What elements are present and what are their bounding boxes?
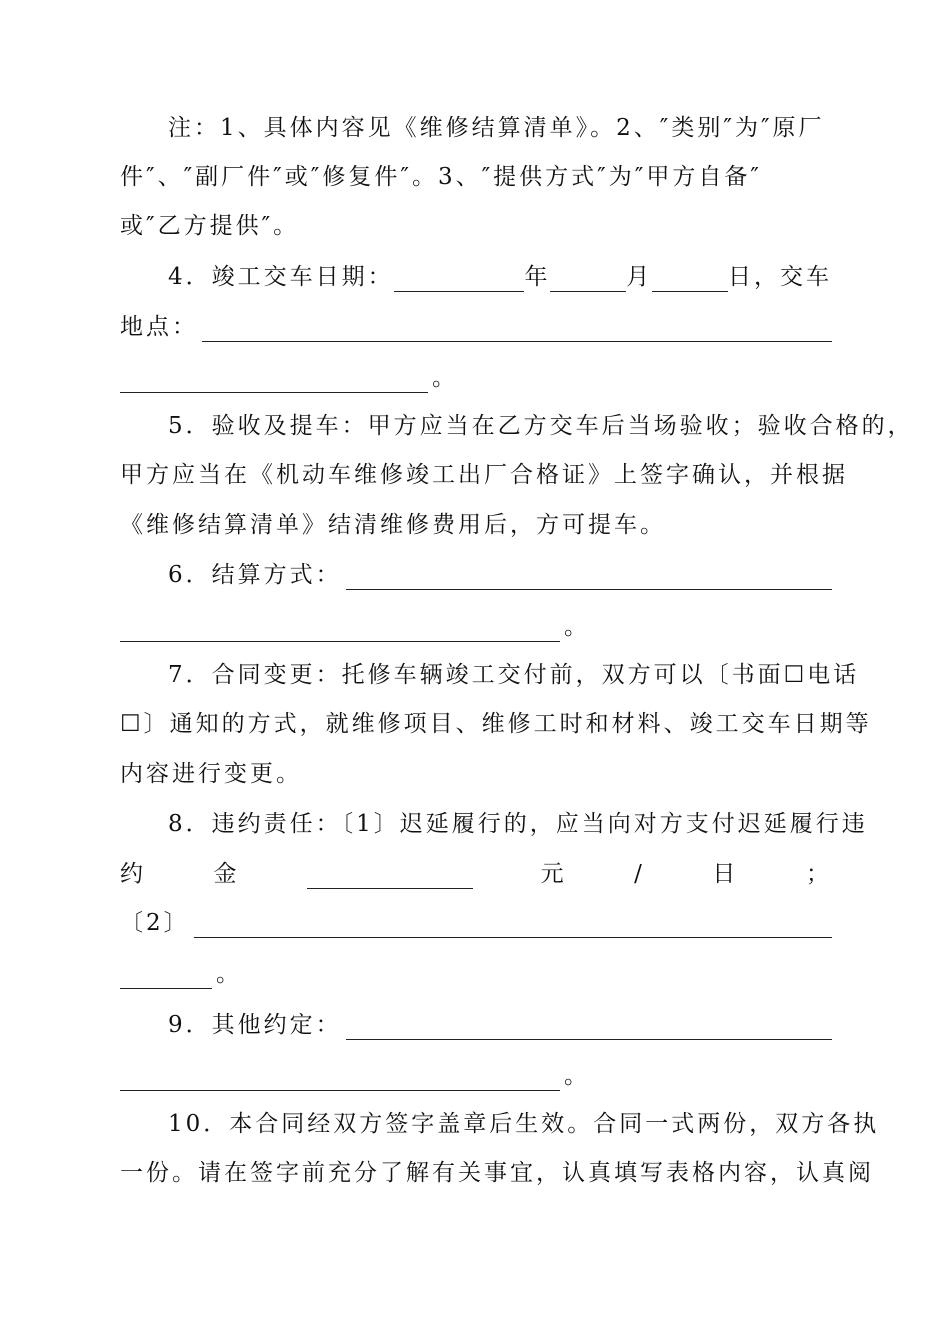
- item8-line-2: [120, 859, 832, 889]
- day-label: 日，交车: [728, 264, 833, 290]
- place-blank[interactable]: [202, 317, 832, 342]
- yuan-char: 元: [540, 861, 567, 887]
- place-label: 地点：: [120, 314, 198, 340]
- item5-line-1: 5．验收及提车：甲方应当在乙方交车后当场验收；验收合格的，: [168, 413, 914, 439]
- liability-blank[interactable]: [194, 913, 832, 938]
- liability-blank-2[interactable]: [120, 966, 212, 989]
- item6-line: [168, 560, 832, 590]
- item4-label: 4．竣工交车日期：: [168, 264, 394, 290]
- item8-line-3: [120, 908, 832, 938]
- item7-line-2: ☐〕通知的方式，就维修项目、维修工时和材料、竣工交车日期等: [120, 711, 872, 737]
- item5-line-3: 《维修结算清单》结清维修费用后，方可提车。: [120, 512, 666, 538]
- month-blank[interactable]: [550, 269, 626, 292]
- other-terms-blank[interactable]: [346, 1015, 832, 1040]
- item4-end: 。: [432, 365, 458, 391]
- note-line-2: 件″、″副厂件″或″修复件″。3、″提供方式″为″甲方自备″: [120, 164, 762, 190]
- item4-date-line: [168, 262, 832, 292]
- jin-char: 金: [213, 861, 240, 887]
- month-label: 月: [626, 264, 653, 290]
- year-label: 年: [524, 264, 551, 290]
- item9-line: [168, 1010, 832, 1040]
- item9-label: 9．其他约定：: [168, 1012, 342, 1038]
- slash-char: /: [634, 861, 645, 887]
- item5-line-2: 甲方应当在《机动车维修竣工出厂合格证》上签字确认，并根据: [120, 462, 848, 488]
- day-blank[interactable]: [652, 269, 728, 292]
- item7-line-1: 7．合同变更：托修车辆竣工交付前，双方可以〔书面☐电话: [168, 662, 860, 688]
- item4-place-line-2: [120, 363, 832, 393]
- item9-end: 。: [564, 1063, 590, 1089]
- place-blank-2[interactable]: [120, 370, 428, 393]
- item7-line-3: 内容进行变更。: [120, 761, 302, 787]
- yue-char: 约: [120, 861, 146, 887]
- note-line-1: 注：1、具体内容见《维修结算清单》。2、″类别″为″原厂: [168, 115, 825, 141]
- item10-line-1: 10．本合同经双方签字盖章后生效。合同一式两份，双方各执: [168, 1111, 880, 1137]
- item6-line-2: [120, 612, 832, 642]
- payment-method-blank[interactable]: [346, 565, 832, 590]
- semicolon-char: ；: [805, 861, 832, 887]
- item10-line-2: 一份。请在签字前充分了解有关事宜，认真填写表格内容，认真阅: [120, 1160, 874, 1186]
- year-blank[interactable]: [394, 269, 525, 292]
- ri-char: 日: [712, 861, 739, 887]
- item4-place-line: [120, 312, 832, 342]
- item8-end: 。: [216, 961, 242, 987]
- item6-label: 6．结算方式：: [168, 562, 342, 588]
- other-terms-blank-2[interactable]: [120, 1068, 560, 1091]
- item6-end: 。: [564, 614, 590, 640]
- note-line-3: 或″乙方提供″。: [120, 213, 300, 239]
- item8-sub2: 〔2〕: [120, 910, 190, 936]
- payment-method-blank-2[interactable]: [120, 619, 560, 642]
- penalty-amount-blank[interactable]: [307, 866, 473, 889]
- item9-line-2: [120, 1061, 832, 1091]
- item8-line-1: 8．违约责任：〔1〕迟延履行的，应当向对方支付迟延履行违: [168, 811, 868, 837]
- item8-line-4: [120, 959, 832, 989]
